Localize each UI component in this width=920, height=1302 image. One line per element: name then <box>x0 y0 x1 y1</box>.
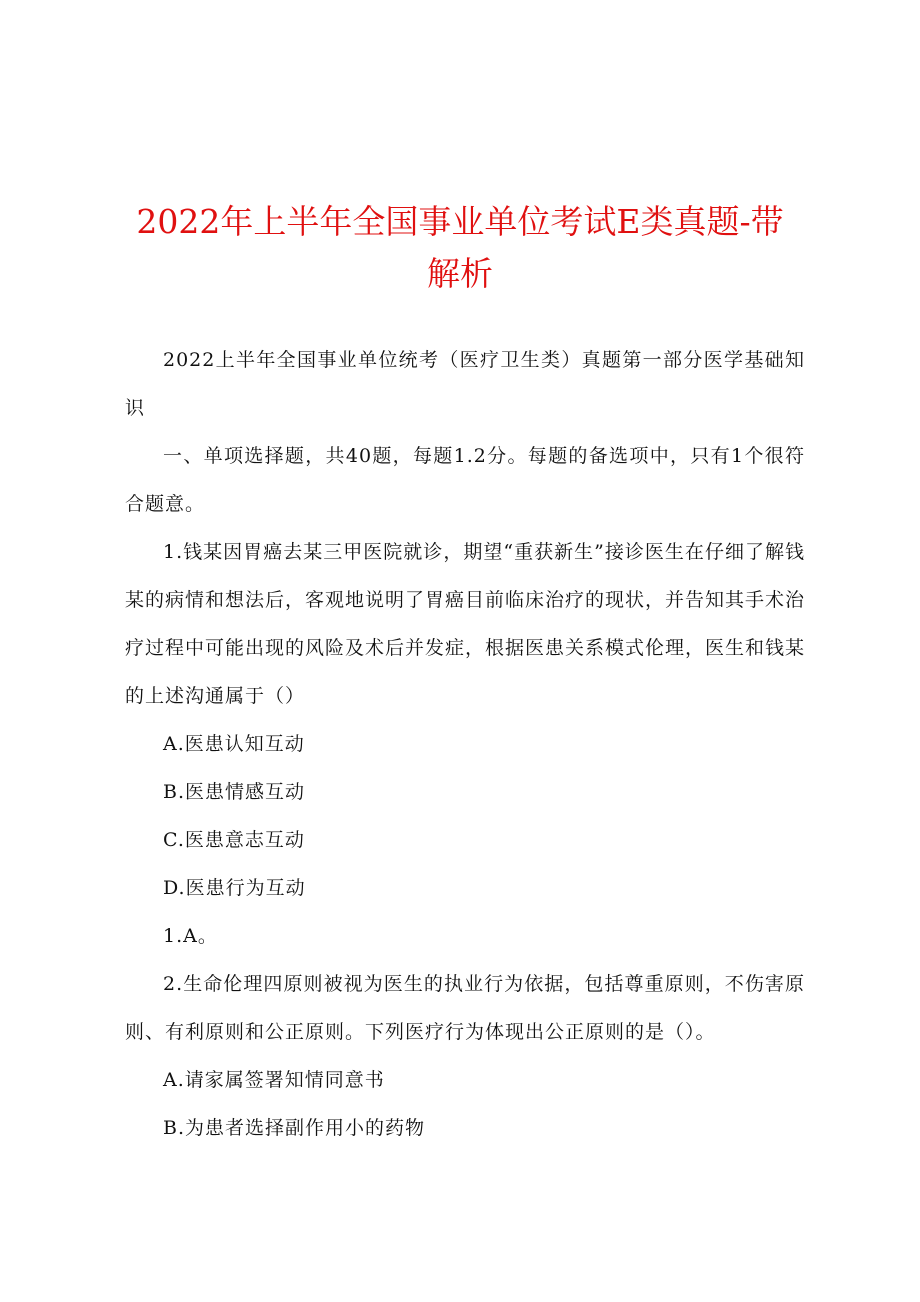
title-line-1: 2022年上半年全国事业单位考试E类真题-带 <box>136 202 784 241</box>
document-body <box>125 336 805 1152</box>
intro-paragraph: 2022上半年全国事业单位统考（医疗卫生类）真题第一部分医学基础知识 <box>125 349 805 419</box>
question-1-stem: 1.钱某因胃癌去某三甲医院就诊，期望“重获新生”接诊医生在仔细了解钱某的病情和想法后，客观地说明了胃癌目前临床治疗的现状，并告知其手术治疗过程中可能出现的风险及术后并发症，根据医患关系模式伦理，医生和钱某的上述沟通属于（） <box>125 541 806 707</box>
question-1-answer: 1.A。 <box>163 925 218 947</box>
question-1-option-a: A.医患认知互动 <box>163 733 305 755</box>
question-1-option-b: B.医患情感互动 <box>163 781 306 803</box>
question-1-option-d: D.医患行为互动 <box>163 877 306 899</box>
question-2-option-b: B.为患者选择副作用小的药物 <box>163 1117 426 1139</box>
document-title <box>110 196 810 300</box>
question-1-option-c: C.医患意志互动 <box>163 829 305 851</box>
question-2-stem: 2.生命伦理四原则被视为医生的执业行为依据，包括尊重原则，不伤害原则、有利原则和公正原则。下列医疗行为体现出公正原则的是（）。 <box>125 973 805 1043</box>
section-heading: 一、单项选择题，共40题，每题1.2分。每题的备选项中，只有1个很符合题意。 <box>125 445 805 515</box>
title-line-2: 解析 <box>427 254 493 293</box>
question-2-option-a: A.请家属签署知情同意书 <box>163 1069 385 1091</box>
